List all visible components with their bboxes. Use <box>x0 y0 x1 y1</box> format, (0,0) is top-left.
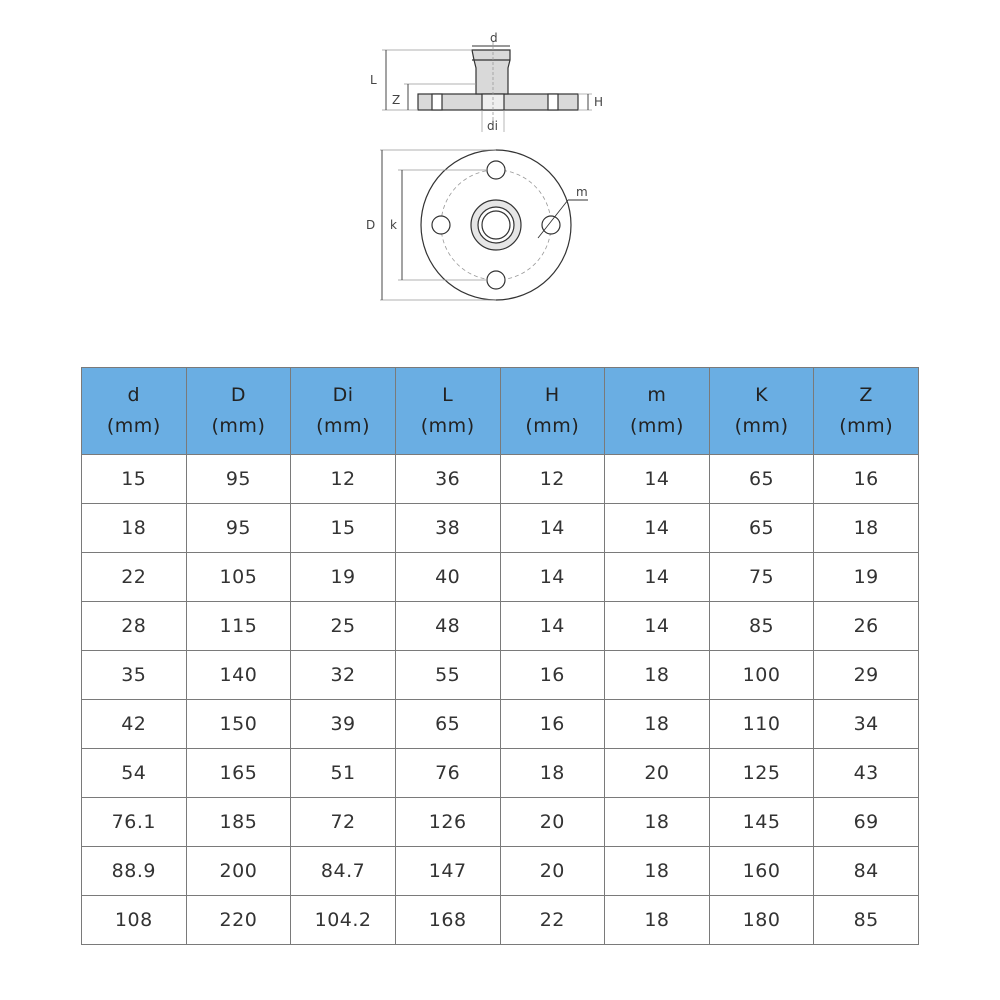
table-body <box>82 455 919 945</box>
table-cell: 18 <box>605 896 710 945</box>
table-row <box>82 602 919 651</box>
table-cell: 160 <box>709 847 814 896</box>
table-cell: 147 <box>395 847 500 896</box>
table-cell: 18 <box>500 749 605 798</box>
bolt-hole-side-right <box>548 94 558 110</box>
table-cell: 42 <box>82 700 187 749</box>
column-name: K <box>755 384 769 406</box>
column-header <box>291 368 396 455</box>
table-row <box>82 504 919 553</box>
table-cell: 20 <box>500 847 605 896</box>
table-cell: 180 <box>709 896 814 945</box>
table-cell: 48 <box>395 602 500 651</box>
table-cell: 185 <box>186 798 291 847</box>
table-cell: 18 <box>605 847 710 896</box>
table-cell: 65 <box>395 700 500 749</box>
table-cell: 18 <box>814 504 919 553</box>
table-cell: 168 <box>395 896 500 945</box>
table-cell: 55 <box>395 651 500 700</box>
bolt-hole-right <box>542 216 560 234</box>
table-cell: 115 <box>186 602 291 651</box>
column-header <box>395 368 500 455</box>
table-cell: 150 <box>186 700 291 749</box>
table-cell: 200 <box>186 847 291 896</box>
table-cell: 14 <box>605 553 710 602</box>
table-cell: 22 <box>82 553 187 602</box>
table-row <box>82 896 919 945</box>
column-header <box>605 368 710 455</box>
table-cell: 16 <box>500 651 605 700</box>
column-header <box>709 368 814 455</box>
table-cell: 16 <box>814 455 919 504</box>
table-cell: 54 <box>82 749 187 798</box>
table-cell: 19 <box>291 553 396 602</box>
column-name: Di <box>332 384 354 406</box>
table-cell: 95 <box>186 504 291 553</box>
column-header <box>500 368 605 455</box>
column-unit: (mm) <box>316 415 370 437</box>
table-cell: 38 <box>395 504 500 553</box>
column-unit: (mm) <box>839 415 894 437</box>
table-header <box>82 368 919 455</box>
table-cell: 14 <box>605 602 710 651</box>
bolt-hole-side-left <box>432 94 442 110</box>
table-cell: 100 <box>709 651 814 700</box>
table-cell: 32 <box>291 651 396 700</box>
table-cell: 125 <box>709 749 814 798</box>
column-header <box>814 368 919 455</box>
table-cell: 15 <box>291 504 396 553</box>
table-row <box>82 798 919 847</box>
table-cell: 16 <box>500 700 605 749</box>
label-m: m <box>576 185 588 199</box>
column-unit: (mm) <box>525 415 580 437</box>
table-cell: 95 <box>186 455 291 504</box>
table-row <box>82 651 919 700</box>
table-cell: 14 <box>500 504 605 553</box>
column-name: D <box>230 384 246 406</box>
table-cell: 14 <box>500 602 605 651</box>
table-cell: 88.9 <box>82 847 187 896</box>
table-cell: 15 <box>82 455 187 504</box>
table-row <box>82 553 919 602</box>
column-header <box>186 368 291 455</box>
dimension-table <box>81 367 919 945</box>
column-name: H <box>544 384 560 406</box>
column-name: Z <box>859 384 873 406</box>
table-cell: 36 <box>395 455 500 504</box>
table-cell: 105 <box>186 553 291 602</box>
table-cell: 76 <box>395 749 500 798</box>
bore-circle <box>478 207 514 243</box>
table-cell: 85 <box>814 896 919 945</box>
column-unit: (mm) <box>630 415 684 437</box>
label-L: L <box>370 73 377 87</box>
table-cell: 28 <box>82 602 187 651</box>
table-cell: 84 <box>814 847 919 896</box>
table-cell: 18 <box>82 504 187 553</box>
table-cell: 35 <box>82 651 187 700</box>
column-unit: (mm) <box>420 415 475 437</box>
flange-technical-drawing <box>360 28 620 303</box>
table-cell: 18 <box>605 700 710 749</box>
socket-hub <box>472 50 510 94</box>
table-cell: 84.7 <box>291 847 396 896</box>
label-D: D <box>366 218 376 232</box>
table-cell: 220 <box>186 896 291 945</box>
table-cell: 19 <box>814 553 919 602</box>
table-cell: 26 <box>814 602 919 651</box>
table-cell: 14 <box>605 504 710 553</box>
table-cell: 20 <box>500 798 605 847</box>
table-cell: 65 <box>709 504 814 553</box>
table-row <box>82 455 919 504</box>
bolt-hole-left <box>432 216 450 234</box>
table-cell: 140 <box>186 651 291 700</box>
label-di: di <box>487 119 498 133</box>
table-cell: 110 <box>709 700 814 749</box>
front-view <box>380 150 588 300</box>
table-cell: 22 <box>500 896 605 945</box>
column-name: d <box>127 384 141 406</box>
table-cell: 34 <box>814 700 919 749</box>
table-cell: 76.1 <box>82 798 187 847</box>
column-unit: (mm) <box>734 415 789 437</box>
table-cell: 75 <box>709 553 814 602</box>
table-cell: 20 <box>605 749 710 798</box>
table-cell: 145 <box>709 798 814 847</box>
table-cell: 104.2 <box>291 896 396 945</box>
flange-drawing-svg <box>360 28 620 303</box>
table-cell: 29 <box>814 651 919 700</box>
table-cell: 14 <box>605 455 710 504</box>
label-Z: Z <box>392 93 401 107</box>
table-cell: 18 <box>605 798 710 847</box>
table-cell: 25 <box>291 602 396 651</box>
column-unit: (mm) <box>211 415 266 437</box>
table-cell: 12 <box>500 455 605 504</box>
table-cell: 18 <box>605 651 710 700</box>
label-H: H <box>594 95 604 109</box>
column-unit: (mm) <box>106 415 161 437</box>
table-cell: 165 <box>186 749 291 798</box>
header-row <box>82 368 919 455</box>
label-d: d <box>490 31 498 45</box>
table-cell: 43 <box>814 749 919 798</box>
table-cell: 85 <box>709 602 814 651</box>
column-header <box>82 368 187 455</box>
table-cell: 72 <box>291 798 396 847</box>
table-cell: 39 <box>291 700 396 749</box>
table-row <box>82 700 919 749</box>
table-cell: 126 <box>395 798 500 847</box>
bolt-hole-top <box>487 161 505 179</box>
table-cell: 65 <box>709 455 814 504</box>
table-cell: 12 <box>291 455 396 504</box>
table-cell: 108 <box>82 896 187 945</box>
table-row <box>82 847 919 896</box>
table-cell: 14 <box>500 553 605 602</box>
column-name: L <box>442 384 454 406</box>
table-cell: 69 <box>814 798 919 847</box>
table-row <box>82 749 919 798</box>
bolt-hole-bottom <box>487 271 505 289</box>
column-name: m <box>647 384 667 406</box>
table-cell: 40 <box>395 553 500 602</box>
table-cell: 51 <box>291 749 396 798</box>
label-k: k <box>390 218 397 232</box>
